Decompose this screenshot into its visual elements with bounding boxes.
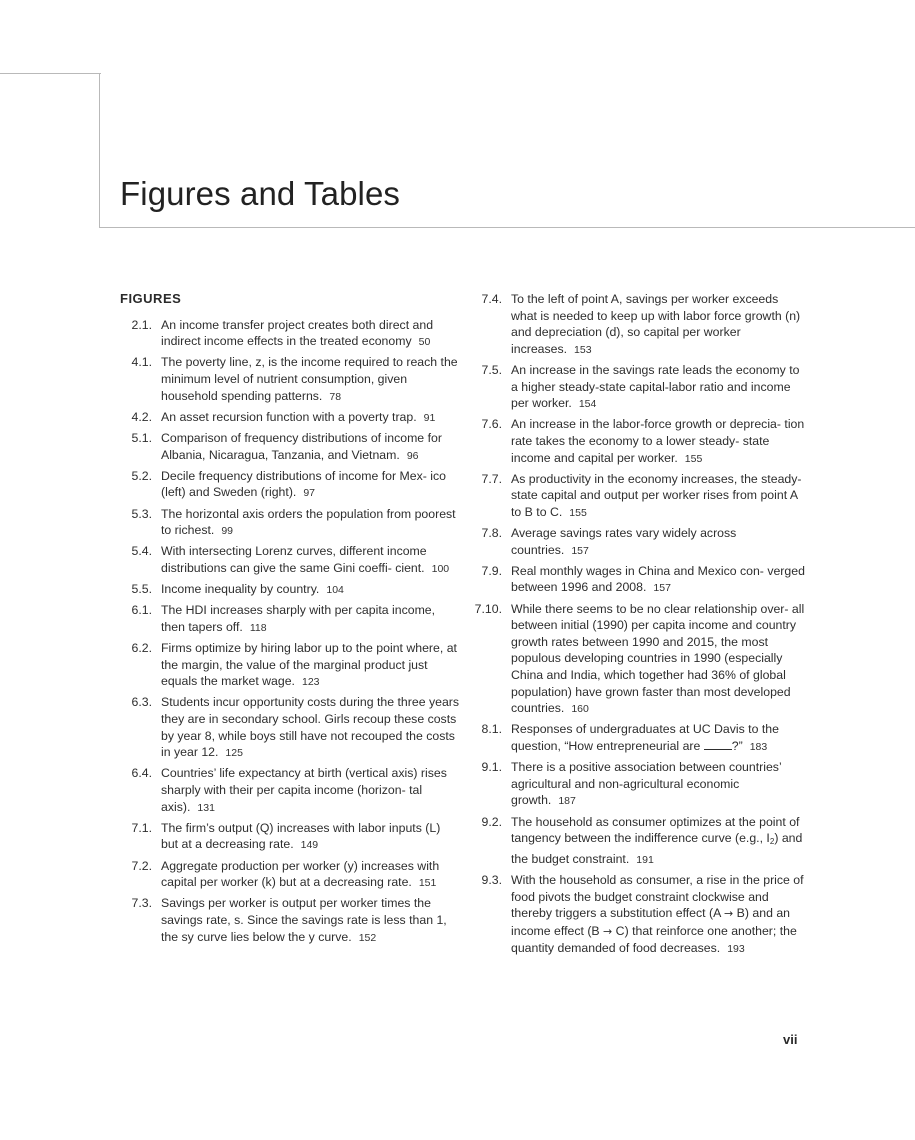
figure-entry <box>120 430 460 464</box>
figure-caption <box>161 858 460 892</box>
figure-page: 99 <box>221 525 233 538</box>
figure-number: 6.4. <box>131 766 152 781</box>
blank-underline <box>704 739 732 750</box>
figure-number: 6.2. <box>131 641 152 656</box>
figure-entry <box>120 895 460 946</box>
figure-entry <box>120 317 460 351</box>
figure-page: 157 <box>571 544 589 557</box>
figure-entry <box>120 409 460 427</box>
figure-caption <box>161 354 460 405</box>
figure-number: 7.8. <box>481 526 502 541</box>
figure-page: 78 <box>329 390 342 403</box>
page-title: Figures and Tables <box>120 175 401 212</box>
figure-entry <box>470 291 805 358</box>
figure-caption-text-end: C) that reinforce one another; the quantity demanded of food decreases. <box>511 923 797 956</box>
figure-number: 7.4. <box>481 292 502 306</box>
figure-number: 5.1. <box>131 430 152 445</box>
figure-entry <box>120 858 460 892</box>
figure-caption-text: To the left of point A, savings per worker exceeds what is needed to keep up with labor force growth (n) and depreciation (d), so capital per worker increases. <box>511 292 801 356</box>
figure-caption-text: Decile frequency distributions of income for Mex- ico (left) and Sweden (right). <box>161 468 446 500</box>
figure-caption-text: With intersecting Lorenz curves, different income distributions can give the same Gini coeffi- cient. <box>161 544 427 575</box>
figure-page: 104 <box>326 584 344 597</box>
figure-page: 125 <box>225 747 243 760</box>
figure-caption <box>161 506 460 540</box>
figure-caption <box>511 601 805 718</box>
figure-page: 100 <box>431 562 450 575</box>
figure-caption-text: Firms optimize by hiring labor up to the point where, at the margin, the value of the marginal product just equals the market wage. <box>161 641 457 689</box>
figure-entry <box>470 416 805 467</box>
figure-caption <box>161 640 460 691</box>
page-number: vii <box>783 1032 798 1047</box>
figure-page: 155 <box>569 506 587 519</box>
figure-caption <box>511 525 805 559</box>
figure-page: 191 <box>636 853 654 866</box>
figure-entry <box>120 765 460 816</box>
figure-number: 7.1. <box>131 820 152 835</box>
figure-caption <box>161 602 460 636</box>
figure-number: 5.2. <box>131 468 152 483</box>
figure-number: 5.4. <box>131 544 152 559</box>
figure-caption-text: While there seems to be no clear relationship over- all between initial (1990) per capita income and country growth rates between 1990 and 2015, the most populous developing countries in 1990 (especially China and India, which together had 36% of global population) have grown faster than most developed countries. <box>511 601 805 716</box>
page-rule-bottom <box>99 227 915 228</box>
figure-number: 7.10. <box>474 601 502 616</box>
figure-entry <box>470 362 805 413</box>
figure-number: 7.3. <box>131 896 152 911</box>
figure-caption-text: The household as consumer optimizes at the point of tangency between the indifference curve (e.g., I <box>511 814 800 846</box>
figure-caption <box>161 820 460 854</box>
figure-page: 97 <box>303 487 316 500</box>
figure-entry <box>470 759 805 810</box>
figure-caption <box>161 765 460 816</box>
figure-caption <box>161 895 460 946</box>
figure-number: 8.1. <box>481 722 502 737</box>
figure-caption <box>161 409 460 427</box>
figure-caption-text: The HDI increases sharply with per capita income, then tapers off. <box>161 603 436 634</box>
figure-entry <box>470 814 805 869</box>
figure-number: 7.6. <box>481 417 502 432</box>
arrow-icon: → <box>603 924 613 938</box>
figure-number: 6.1. <box>131 603 152 618</box>
figure-page: 91 <box>423 411 436 424</box>
figure-entry <box>470 471 805 522</box>
figure-caption-text: Responses of undergraduates at UC Davis to the question, “How entrepreneurial are <box>511 722 779 753</box>
figure-entry <box>470 872 805 958</box>
figure-number: 7.9. <box>481 563 502 578</box>
page-rule-vertical <box>99 73 100 228</box>
figure-number: 7.2. <box>131 858 152 873</box>
figure-number: 7.5. <box>481 362 502 377</box>
figure-page: 96 <box>406 449 419 462</box>
figure-number: 4.1. <box>131 355 152 370</box>
figure-caption-text: Real monthly wages in China and Mexico con- verged between 1996 and 2008. <box>511 563 805 595</box>
figure-caption-text-mid: B) and an income effect (B <box>511 906 791 938</box>
figure-number: 9.1. <box>481 760 502 775</box>
figure-caption-text: An asset recursion function with a poverty trap. <box>161 409 417 424</box>
figure-caption-text: The horizontal axis orders the population from poorest to richest. <box>161 506 456 538</box>
figure-page: 118 <box>249 621 267 634</box>
figure-caption-text: The firm’s output (Q) increases with labor inputs (L) but at a decreasing rate. <box>161 820 441 852</box>
figure-caption-text: Students incur opportunity costs during the three years they are in secondary school. Girls recoup these costs by year 8, while boys still have not recouped the costs in year 12. <box>161 695 460 760</box>
figure-caption <box>511 872 805 958</box>
figure-page: 183 <box>749 741 768 753</box>
figure-entry <box>120 543 460 577</box>
figure-entry <box>120 820 460 854</box>
figure-entry <box>120 468 460 502</box>
figure-page: 50 <box>418 336 431 349</box>
figure-entry <box>470 563 805 597</box>
figure-caption <box>161 694 460 761</box>
figure-caption <box>511 291 805 358</box>
figure-page: 160 <box>571 703 589 716</box>
figure-entry <box>120 506 460 540</box>
figure-caption-text: With the household as consumer, a rise in the price of food pivots the budget constraint clockwise and thereby triggers a substitution effect (A <box>511 872 804 921</box>
figure-caption-text: An income transfer project creates both direct and indirect income effects in the treated economy <box>161 317 434 349</box>
figure-caption-text: Average savings rates vary widely across countries. <box>511 526 737 557</box>
figure-entry <box>470 721 805 755</box>
figure-caption-text: As productivity in the economy increases, the steady-state capital and output per worker rises from point A to B to C. <box>511 471 802 519</box>
figure-caption-text: Countries’ life expectancy at birth (vertical axis) rises sharply with their per capita income (horizon- tal axis). <box>161 766 447 814</box>
figure-number: 7.7. <box>481 471 502 486</box>
figure-caption <box>161 581 460 599</box>
figure-caption-text: Comparison of frequency distributions of income for Albania, Nicaragua, Tanzania, and Vietnam. <box>161 430 442 462</box>
figure-entry <box>120 694 460 761</box>
figure-caption-text: Aggregate production per worker (y) increases with capital per worker (k) but at a decreasing rate. <box>161 858 440 890</box>
figure-page: 193 <box>727 943 745 956</box>
figure-number: 4.2. <box>131 409 152 424</box>
figure-caption-text: Income inequality by country. <box>161 582 320 597</box>
figure-number: 2.1. <box>131 317 152 332</box>
figure-caption <box>511 416 805 467</box>
figure-page: 152 <box>358 931 377 944</box>
figure-caption <box>511 563 805 597</box>
section-heading: FIGURES <box>120 291 182 306</box>
figure-caption <box>511 471 805 522</box>
figure-caption <box>161 430 460 464</box>
figure-number: 9.3. <box>481 872 502 887</box>
figure-caption <box>511 721 805 755</box>
figure-caption-text: The poverty line, z, is the income required to reach the minimum level of nutrient consumption, given household spending patterns. <box>161 355 458 403</box>
figure-page: 187 <box>558 795 576 808</box>
figure-number: 6.3. <box>131 695 152 710</box>
page-rule-top <box>0 73 101 74</box>
figure-caption <box>161 543 460 577</box>
figure-caption <box>511 362 805 413</box>
figure-entry <box>120 581 460 599</box>
figure-number: 5.5. <box>131 582 152 597</box>
figure-entry <box>120 640 460 691</box>
figure-number: 9.2. <box>481 814 502 829</box>
figure-page: 131 <box>197 801 215 814</box>
figure-caption-text: An increase in the labor-force growth or deprecia- tion rate takes the economy to a lower steady- state income and capital per worker. <box>511 417 805 465</box>
figure-page: 154 <box>578 398 597 411</box>
figure-caption-text-end: ) and the budget constraint. <box>511 831 803 866</box>
arrow-icon: → <box>724 907 734 921</box>
figure-number: 5.3. <box>131 506 152 521</box>
figure-caption <box>511 814 805 869</box>
figure-page: 155 <box>684 452 703 465</box>
figure-entry <box>470 525 805 559</box>
figures-column-right <box>470 291 805 962</box>
figure-entry <box>120 354 460 405</box>
subscript: 2 <box>769 837 775 847</box>
figure-caption-text: Savings per worker is output per worker times the savings rate, s. Since the savings rate is less than 1, the sy curve lies below the y curve. <box>161 896 447 944</box>
figure-caption <box>161 468 460 502</box>
figure-caption-text: An increase in the savings rate leads the economy to a higher steady-state capital-labor ratio and income per worker. <box>511 362 800 411</box>
figure-page: 151 <box>418 877 437 890</box>
figure-caption-text-end: ?” <box>731 739 743 753</box>
figure-page: 153 <box>574 343 592 356</box>
figure-page: 157 <box>653 582 671 595</box>
figures-column-left <box>120 291 460 950</box>
figure-caption-text: There is a positive association between countries’ agricultural and non-agricultural economic growth. <box>511 760 782 808</box>
figure-entry <box>470 601 805 718</box>
figure-caption <box>511 759 805 810</box>
figure-entry <box>120 602 460 636</box>
figure-caption <box>161 317 460 351</box>
figure-page: 123 <box>301 676 320 689</box>
figure-page: 149 <box>300 839 319 852</box>
